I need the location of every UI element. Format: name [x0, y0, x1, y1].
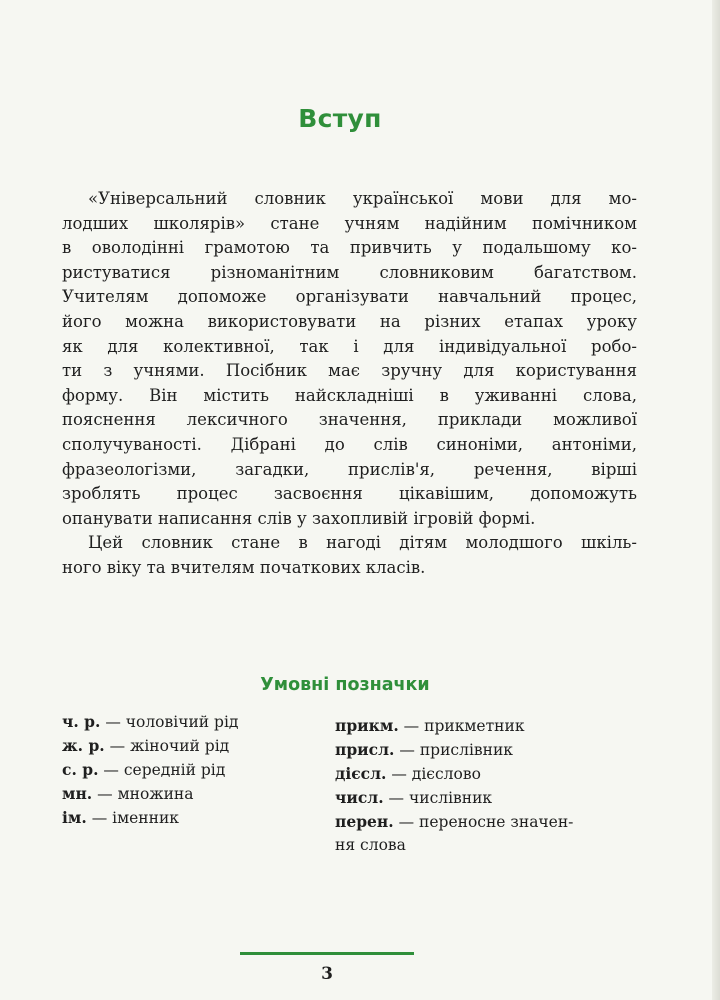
- legend-abbr: прикм.: [335, 716, 399, 735]
- legend-dash: —: [399, 741, 415, 759]
- intro-line: ти з учнями. Посібник має зручну для користування: [62, 361, 637, 381]
- page-number: 3: [321, 964, 333, 984]
- legend-item: [335, 762, 573, 786]
- legend-dash: —: [97, 785, 113, 803]
- intro-line: його можна використовувати на різних етапах уроку: [62, 311, 637, 331]
- legend-abbr: ж. р.: [62, 736, 105, 755]
- legend-meaning: числівник: [408, 789, 493, 807]
- intro-line: в оволодінні грамотою та привчить у подальшому ко-: [62, 238, 637, 258]
- intro-line: зроблять процес засвоєння цікавішим, допоможуть: [62, 484, 637, 504]
- intro-line: ного віку та вчителям початкових класів.: [62, 557, 426, 577]
- legend-abbr: перен.: [335, 812, 394, 831]
- intro-line: опанувати написання слів у захопливій ігровій формі.: [62, 508, 536, 528]
- legend-item: [335, 786, 573, 810]
- legend-meaning: іменник: [112, 809, 179, 827]
- legend-item: [335, 738, 573, 762]
- legend-dash: —: [109, 737, 126, 755]
- intro-line: форму. Він містить найскладніші в уживанні слова,: [62, 385, 637, 405]
- legend-meaning: жіночий рід: [130, 737, 230, 755]
- legend-item: [335, 810, 573, 834]
- intro-line: Учителям допоможе організувати навчальний процес,: [62, 287, 637, 307]
- legend-meaning: середній рід: [123, 761, 226, 779]
- legend-meaning: множина: [117, 785, 194, 803]
- legend-title: Умовні позначки: [260, 675, 430, 695]
- page-title: Вступ: [298, 104, 382, 133]
- legend-abbr: мн.: [62, 784, 93, 803]
- legend-item: [62, 806, 238, 830]
- page-edge: [712, 0, 720, 1000]
- legend-meaning: чоловічий рід: [125, 713, 239, 731]
- legend-abbr: ч. р.: [62, 712, 101, 731]
- legend-dash: —: [105, 713, 121, 731]
- legend-meaning: прикметник: [424, 717, 525, 735]
- legend-abbr: дієсл.: [335, 764, 387, 783]
- intro-line: лодших школярів» стане учням надійним помічником: [62, 213, 637, 233]
- intro-line: ристуватися різноманітним словниковим багатством.: [62, 262, 637, 282]
- legend-dash: —: [103, 761, 119, 779]
- intro-line: «Універсальний словник української мови для мо-: [88, 189, 637, 208]
- intro-line: пояснення лексичного значення, приклади можливої: [62, 410, 637, 430]
- legend-abbr: числ.: [335, 788, 384, 807]
- intro-text: [62, 187, 637, 581]
- legend-meaning: прислівник: [419, 741, 513, 759]
- legend-dash: —: [403, 717, 420, 735]
- legend-continuation: ня слова: [335, 836, 406, 854]
- legend-abbr: присл.: [335, 740, 395, 759]
- intro-line: сполучуваності. Дібрані до слів синоніми, антоніми,: [62, 434, 637, 454]
- legend-item: [62, 710, 238, 734]
- footer-rule: [240, 952, 414, 955]
- legend-dash: —: [391, 765, 407, 783]
- legend-left-column: [62, 710, 238, 830]
- legend-right-column: [335, 714, 573, 857]
- intro-line: Цей словник стане в нагоді дітям молодшого шкіль-: [88, 533, 637, 553]
- legend-dash: —: [388, 789, 405, 807]
- intro-line: як для колективної, так і для індивідуальної робо-: [62, 336, 637, 356]
- legend-meaning: переносне значен-: [419, 813, 574, 831]
- legend-abbr: ім.: [62, 808, 87, 827]
- legend-dash: —: [91, 809, 108, 827]
- legend-item: [62, 782, 238, 806]
- legend-item: [62, 758, 238, 782]
- legend-item: [62, 734, 238, 758]
- legend-item: [335, 714, 573, 738]
- legend-abbr: с. р.: [62, 760, 99, 779]
- legend-dash: —: [398, 813, 415, 831]
- intro-line: фразеологізми, загадки, прислів'я, речення, вірші: [62, 459, 637, 479]
- legend-meaning: дієслово: [411, 765, 481, 783]
